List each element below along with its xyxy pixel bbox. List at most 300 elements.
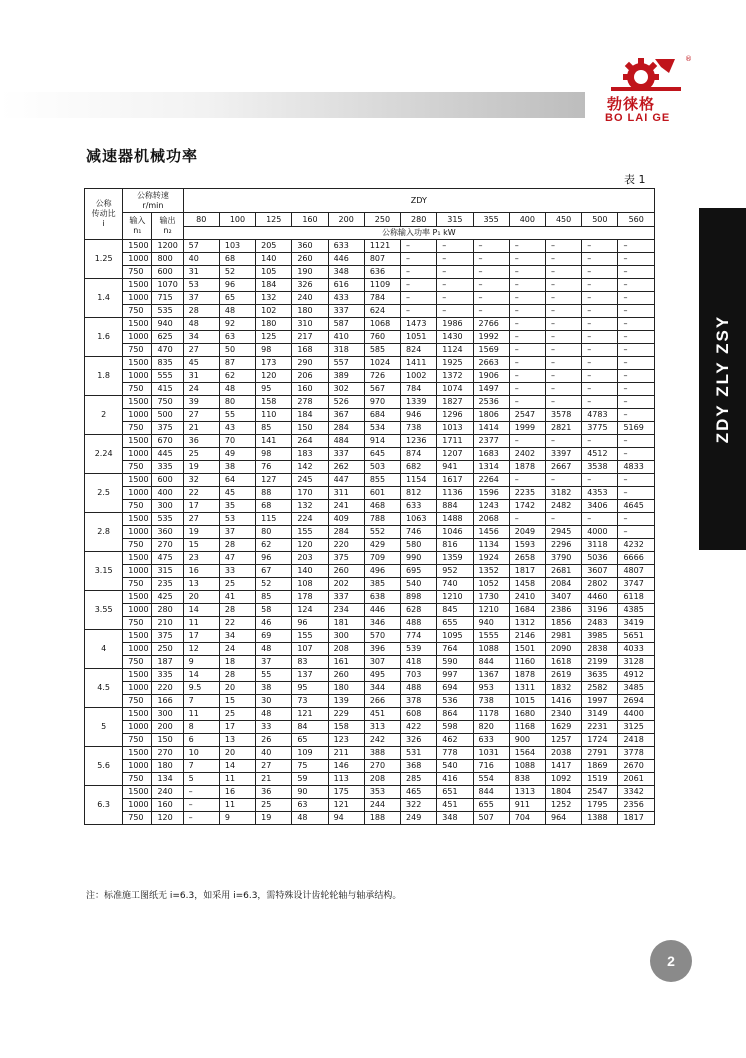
power-value-cell: – [401,240,437,253]
power-value-cell: 540 [437,760,473,773]
power-value-cell: 175 [328,786,364,799]
input-speed-cell: 1000 [123,409,152,422]
power-value-cell: – [618,344,655,357]
power-value-cell: 429 [364,539,400,552]
output-speed-cell: 1200 [152,240,183,253]
power-value-cell: 9 [219,812,255,825]
power-value-cell: 205 [256,240,292,253]
power-value-cell: 3128 [618,656,655,669]
power-value-cell: 585 [364,344,400,357]
power-value-cell: 2340 [545,708,581,721]
power-value-cell: 110 [256,409,292,422]
power-value-cell: – [618,370,655,383]
power-value-cell: 6666 [618,552,655,565]
power-value-cell: 1827 [437,396,473,409]
power-value-cell: 1817 [509,565,545,578]
output-speed-cell: 160 [152,799,183,812]
power-table [84,188,655,825]
power-value-cell: 25 [219,578,255,591]
power-value-cell: – [545,266,581,279]
power-value-cell: 115 [256,513,292,526]
power-value-cell: 1417 [545,760,581,773]
power-value-cell: 120 [256,370,292,383]
output-speed-cell: 250 [152,643,183,656]
power-value-cell: 695 [401,565,437,578]
table-row [85,500,655,513]
power-value-cell: 244 [364,799,400,812]
power-value-cell: – [582,266,618,279]
power-value-cell: – [473,305,509,318]
power-value-cell: 344 [364,682,400,695]
power-value-cell: 203 [292,552,328,565]
power-value-cell: 37 [219,526,255,539]
output-speed-cell: 835 [152,357,183,370]
power-value-cell: 32 [183,474,219,487]
power-value-cell: 539 [401,643,437,656]
power-value-cell: 1684 [509,604,545,617]
table-row [85,526,655,539]
power-value-cell: 4000 [582,526,618,539]
brand-name-cn: 勃徕格 [607,95,656,113]
side-product-tab [699,208,746,550]
power-value-cell: 5036 [582,552,618,565]
power-value-cell: 941 [437,461,473,474]
power-value-cell: – [545,318,581,331]
power-value-cell: 1074 [437,383,473,396]
power-value-cell: 353 [364,786,400,799]
power-value-cell: 7 [183,760,219,773]
power-value-cell: – [618,253,655,266]
power-value-cell: 4385 [618,604,655,617]
power-value-cell: 616 [328,279,364,292]
power-value-cell: 178 [292,591,328,604]
output-speed-cell: 470 [152,344,183,357]
power-value-cell: – [509,266,545,279]
power-value-cell: 655 [437,617,473,630]
power-value-cell: 587 [328,318,364,331]
size-header-160: 160 [292,213,328,227]
power-value-cell: 952 [437,565,473,578]
power-value-cell: 1124 [437,344,473,357]
output-speed-cell: 940 [152,318,183,331]
power-value-cell: 35 [219,500,255,513]
power-value-cell: 346 [364,617,400,630]
table-row [85,682,655,695]
power-value-cell: 83 [292,656,328,669]
power-value-cell: 65 [219,292,255,305]
power-value-cell: 1178 [473,708,509,721]
power-value-cell: 3635 [582,669,618,682]
power-value-cell: 4807 [618,565,655,578]
power-value-cell: 2231 [582,721,618,734]
power-value-cell: – [582,344,618,357]
power-value-cell: 1002 [401,370,437,383]
output-speed-cell: 475 [152,552,183,565]
power-value-cell: 260 [292,253,328,266]
power-value-cell: 389 [328,370,364,383]
power-value-cell: 997 [437,669,473,682]
power-value-cell: – [582,383,618,396]
power-value-cell: 738 [401,422,437,435]
power-value-cell: 816 [437,539,473,552]
power-value-cell: 68 [219,253,255,266]
power-value-cell: 21 [256,773,292,786]
power-value-cell: 367 [328,409,364,422]
power-value-cell: 137 [292,669,328,682]
power-value-cell: 105 [256,266,292,279]
power-value-cell: 784 [401,383,437,396]
output-speed-cell: 1070 [152,279,183,292]
table-row [85,253,655,266]
power-value-cell: 3125 [618,721,655,734]
power-value-cell: – [582,240,618,253]
table-row [85,708,655,721]
table-row [85,812,655,825]
power-value-cell: 636 [364,266,400,279]
input-speed-cell: 1500 [123,474,152,487]
power-value-cell: 468 [364,500,400,513]
power-value-cell: – [545,305,581,318]
power-value-cell: 2670 [618,760,655,773]
power-value-cell: – [545,240,581,253]
size-header-250: 250 [364,213,400,227]
input-speed-cell: 1000 [123,253,152,266]
power-value-cell: 1458 [509,578,545,591]
power-value-cell: 2658 [509,552,545,565]
input-speed-cell: 1500 [123,318,152,331]
power-table-header [85,189,655,240]
power-value-cell: 1593 [509,539,545,552]
output-speed-cell: 500 [152,409,183,422]
power-value-cell: 1997 [582,695,618,708]
input-speed-header: 输入 n₁ [123,213,152,240]
power-value-cell: 740 [437,578,473,591]
power-value-cell: – [401,279,437,292]
power-value-cell: 28 [219,669,255,682]
output-speed-header: 输出 n₂ [152,213,183,240]
power-value-cell: 38 [256,682,292,695]
power-value-cell: 2410 [509,591,545,604]
power-value-cell: 1109 [364,279,400,292]
power-value-cell: 3747 [618,578,655,591]
power-value-cell: – [618,292,655,305]
power-value-cell: 14 [219,760,255,773]
input-speed-cell: 1500 [123,435,152,448]
power-value-cell: 40 [256,747,292,760]
power-value-cell: 3406 [582,500,618,513]
table-row [85,721,655,734]
input-speed-cell: 1000 [123,526,152,539]
output-speed-cell: 120 [152,812,183,825]
output-speed-cell: 670 [152,435,183,448]
power-value-cell: – [618,305,655,318]
power-value-cell: 1618 [545,656,581,669]
power-value-cell: 3149 [582,708,618,721]
power-value-cell: 39 [183,396,219,409]
power-value-cell: – [509,344,545,357]
power-value-cell: – [437,253,473,266]
power-value-cell: 503 [364,461,400,474]
power-value-cell: – [582,292,618,305]
power-value-cell: 385 [364,578,400,591]
power-value-cell: – [618,279,655,292]
table-row [85,578,655,591]
power-value-cell: 307 [364,656,400,669]
power-value-cell: 1296 [437,409,473,422]
power-value-cell: 43 [219,422,255,435]
table-row [85,487,655,500]
input-speed-cell: 750 [123,617,152,630]
power-value-cell: 540 [401,578,437,591]
power-value-cell: 1339 [401,396,437,409]
header-gradient-band [0,92,585,118]
table-row [85,318,655,331]
power-value-cell: 682 [401,461,437,474]
power-value-cell: 46 [256,617,292,630]
power-value-cell: 1795 [582,799,618,812]
power-value-cell: 446 [364,604,400,617]
table-row [85,370,655,383]
input-speed-cell: 1000 [123,799,152,812]
power-value-cell: – [509,357,545,370]
power-value-cell: – [509,396,545,409]
input-speed-cell: 750 [123,500,152,513]
power-value-cell: 2681 [545,565,581,578]
power-value-cell: 3485 [618,682,655,695]
power-value-cell: 28 [219,604,255,617]
power-value-cell: 378 [401,695,437,708]
power-value-cell: 6 [183,734,219,747]
power-value-cell: – [618,240,655,253]
power-value-cell: – [509,318,545,331]
input-speed-cell: 750 [123,773,152,786]
power-value-cell: 262 [328,461,364,474]
power-value-cell: 1804 [545,786,581,799]
power-value-cell: 1236 [401,435,437,448]
power-value-cell: 409 [328,513,364,526]
power-value-cell: 844 [473,656,509,669]
power-value-cell: 1210 [473,604,509,617]
power-value-cell: 19 [256,812,292,825]
table-row [85,448,655,461]
power-value-cell: – [473,292,509,305]
power-value-cell: 1367 [473,669,509,682]
power-value-cell: 8 [183,721,219,734]
power-value-cell: 3790 [545,552,581,565]
power-value-cell: 20 [183,591,219,604]
table-row [85,656,655,669]
input-speed-cell: 750 [123,461,152,474]
input-speed-cell: 1500 [123,786,152,799]
power-value-cell: 1046 [437,526,473,539]
power-value-cell: 173 [256,357,292,370]
power-value-cell: 48 [219,305,255,318]
power-value-cell: 11 [219,773,255,786]
power-value-cell: – [545,331,581,344]
power-value-cell: 1257 [545,734,581,747]
power-value-cell: 2547 [582,786,618,799]
power-value-cell: 1806 [473,409,509,422]
power-value-cell: 1878 [509,461,545,474]
power-value-cell: 900 [509,734,545,747]
power-value-cell: 310 [292,318,328,331]
power-value-cell: 16 [219,786,255,799]
power-value-cell: 132 [256,292,292,305]
power-value-cell: 465 [401,786,437,799]
table-row [85,604,655,617]
power-value-cell: 45 [183,357,219,370]
power-value-cell: – [437,292,473,305]
power-value-cell: 41 [219,591,255,604]
power-value-cell: 1430 [437,331,473,344]
power-value-cell: 1564 [509,747,545,760]
ratio-cell: 3.15 [85,552,123,591]
table-row [85,630,655,643]
model-header: ZDY [183,189,654,213]
power-value-cell: 52 [219,266,255,279]
power-value-cell: – [401,266,437,279]
power-value-cell: – [618,487,655,500]
power-value-cell: 645 [364,448,400,461]
power-value-cell: 2402 [509,448,545,461]
ratio-cell: 1.6 [85,318,123,357]
table-row [85,435,655,448]
power-value-cell: 22 [183,487,219,500]
power-value-cell: 211 [328,747,364,760]
power-value-cell: 19 [183,461,219,474]
power-value-cell: 807 [364,253,400,266]
power-value-cell: 3985 [582,630,618,643]
output-speed-cell: 335 [152,669,183,682]
power-value-cell: 11 [219,799,255,812]
power-value-cell: 31 [183,370,219,383]
power-value-cell: 139 [328,695,364,708]
power-value-cell: 31 [183,266,219,279]
power-value-cell: 703 [401,669,437,682]
power-value-cell: 1168 [509,721,545,734]
power-value-cell: 1724 [582,734,618,747]
power-value-cell: 375 [328,552,364,565]
power-value-cell: 360 [292,240,328,253]
power-value-cell: 1742 [509,500,545,513]
power-value-cell: 567 [364,383,400,396]
power-value-cell: 313 [364,721,400,734]
power-value-cell: 1154 [401,474,437,487]
power-value-cell: – [401,305,437,318]
output-speed-cell: 800 [152,253,183,266]
power-value-cell: – [401,253,437,266]
output-speed-cell: 300 [152,708,183,721]
table-row [85,266,655,279]
power-value-cell: 5169 [618,422,655,435]
power-value-cell: 208 [364,773,400,786]
power-value-cell: 1314 [473,461,509,474]
power-value-cell: 1160 [509,656,545,669]
power-value-cell: 1092 [545,773,581,786]
power-value-cell: 140 [256,253,292,266]
power-value-cell: 208 [328,643,364,656]
power-value-cell: 4783 [582,409,618,422]
power-value-cell: – [545,279,581,292]
power-value-cell: 48 [219,383,255,396]
power-value-cell: 123 [328,734,364,747]
power-value-cell: 10 [183,747,219,760]
power-value-cell: 180 [328,682,364,695]
size-header-355: 355 [473,213,509,227]
power-value-cell: 37 [183,292,219,305]
power-value-cell: 2547 [509,409,545,422]
power-value-cell: – [582,305,618,318]
power-value-cell: 245 [292,474,328,487]
power-value-cell: 260 [328,565,364,578]
power-value-cell: 69 [256,630,292,643]
registered-mark: ® [685,55,692,63]
power-value-cell: 1243 [473,500,509,513]
power-value-cell: 67 [256,565,292,578]
ratio-header: 公称 传动比 i [85,189,123,240]
power-value-cell: 3342 [618,786,655,799]
power-value-cell: – [545,292,581,305]
table-row [85,513,655,526]
power-value-cell: 760 [364,331,400,344]
power-value-cell: 552 [364,526,400,539]
power-value-cell: – [582,318,618,331]
power-value-cell: – [582,474,618,487]
power-value-cell: 2356 [618,799,655,812]
power-value-cell: 1416 [545,695,581,708]
power-value-cell: 633 [328,240,364,253]
power-value-cell: 531 [401,747,437,760]
power-value-cell: 2386 [545,604,581,617]
power-value-cell: 1313 [509,786,545,799]
size-header-500: 500 [582,213,618,227]
power-value-cell: 337 [328,305,364,318]
power-value-cell: 1596 [473,487,509,500]
power-value-cell: 1817 [618,812,655,825]
power-value-cell: 738 [473,695,509,708]
power-value-cell: 1372 [437,370,473,383]
power-value-cell: 2766 [473,318,509,331]
power-value-cell: – [509,370,545,383]
power-value-cell: 348 [437,812,473,825]
output-speed-cell: 715 [152,292,183,305]
power-value-cell: 1312 [509,617,545,630]
power-value-cell: – [618,526,655,539]
output-speed-cell: 360 [152,526,183,539]
output-speed-cell: 166 [152,695,183,708]
power-value-cell: 911 [509,799,545,812]
power-value-cell: 80 [219,396,255,409]
power-value-cell: – [582,370,618,383]
ratio-cell: 2.8 [85,513,123,552]
input-speed-cell: 750 [123,695,152,708]
power-value-cell: 1730 [473,591,509,604]
power-value-cell: 684 [364,409,400,422]
output-speed-cell: 535 [152,305,183,318]
power-value-cell: 844 [473,786,509,799]
output-speed-cell: 180 [152,760,183,773]
table-row [85,799,655,812]
power-value-cell: 1095 [437,630,473,643]
power-value-cell: – [509,253,545,266]
ratio-cell: 4.5 [85,669,123,708]
table-row [85,240,655,253]
power-value-cell: 4232 [618,539,655,552]
power-value-cell: 22 [219,617,255,630]
output-speed-cell: 555 [152,370,183,383]
power-value-cell: 1024 [364,357,400,370]
table-row [85,591,655,604]
